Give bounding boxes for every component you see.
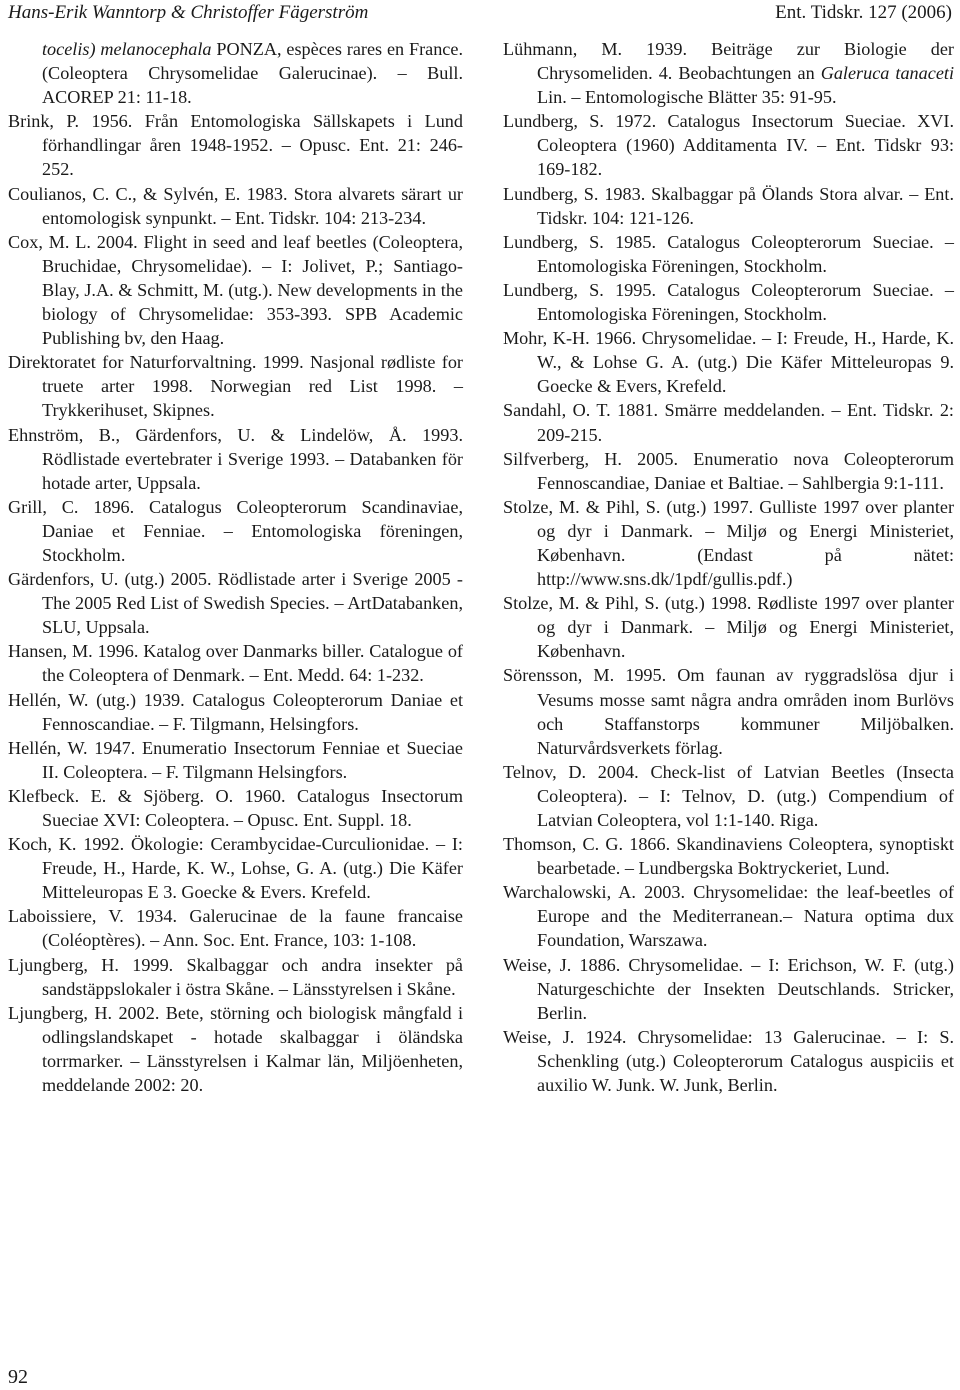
reference-text: Lundberg, S. 1995. Catalogus Coleopterorum Sueciae. – Entomologiska Föreningen, Stockholm. bbox=[503, 279, 954, 325]
reference-entry bbox=[503, 278, 954, 326]
reference-text: Direktoratet for Naturforvaltning. 1999. Nasjonal rødliste for truete arter 1998. Norwegian red List 1998. – Trykkerihuset, Skipnes. bbox=[8, 352, 463, 421]
reference-text: Cox, M. L. 2004. Flight in seed and leaf beetles (Coleoptera, Bruchidae, Chrysomelidae). – I: Jolivet, P.; Santiago-Blay, J.A. & Schmitt, M. (utg.). New developments in the biology of Chrysomelidae: 353-393. SPB Academic Publishing bv, den Haag. bbox=[8, 231, 463, 349]
reference-text: Grill, C. 1896. Catalogus Coleopterorum Scandinaviae, Daniae et Fenniae. – Entomologiska föreningen, Stockholm. bbox=[8, 496, 463, 565]
reference-italic-text: Galeruca tanaceti bbox=[820, 63, 954, 84]
reference-entry bbox=[8, 1001, 463, 1097]
reference-entry bbox=[503, 663, 954, 759]
reference-text: Mohr, K-H. 1966. Chrysomelidae. – I: Freude, H., Harde, K. W., & Lohse G. A. (utg.) Die Käfer Mitteleuropas 9. Goecke & Evers, Krefeld. bbox=[503, 328, 954, 397]
reference-entry bbox=[503, 953, 954, 1025]
reference-text: Warchalowski, A. 2003. Chrysomelidae: the leaf-beetles of Europe and the Mediterranean.– Natura optima dux Foundation, Warszawa. bbox=[503, 882, 954, 951]
reference-text: Silfverberg, H. 2005. Enumeratio nova Coleopterorum Fennoscandiae, Daniae et Baltiae. – Sahlbergia 9:1-111. bbox=[503, 448, 954, 493]
reference-entry bbox=[503, 495, 954, 591]
reference-text: Hansen, M. 1996. Katalog over Danmarks biller. Catalogue of the Coleoptera of Denmark. – Ent. Medd. 64: 1-232. bbox=[8, 641, 463, 686]
reference-text: Ljungberg, H. 1999. Skalbaggar och andra insekter på sandstäppslokaler i östra Skåne. – Länsstyrelsen i Skåne. bbox=[8, 954, 463, 999]
reference-text: Brink, P. 1956. Från Entomologiska Sällskapets i Lund förhandlingar åren 1948-1952. – Opusc. Ent. 21: 246-252. bbox=[8, 111, 463, 180]
reference-entry bbox=[503, 760, 954, 832]
reference-entry bbox=[503, 37, 954, 109]
reference-entry bbox=[8, 109, 463, 181]
reference-entry bbox=[8, 784, 463, 832]
reference-text: Hellén, W. 1947. Enumeratio Insectorum Fenniae et Sueciae II. Coleoptera. – F. Tilgmann Helsingfors. bbox=[8, 737, 463, 782]
reference-entry bbox=[8, 904, 463, 952]
reference-text: Sörensson, M. 1995. Om faunan av ryggradslösa djur i Vesums mosse samt några andra områden inom Burlövs och Staffanstorps kommuner Miljöbalken. Naturvårdsverkets förlag. bbox=[503, 665, 954, 758]
reference-entry bbox=[503, 230, 954, 278]
reference-entry bbox=[8, 37, 463, 109]
reference-text: Lundberg, S. 1985. Catalogus Coleopterorum Sueciae. – Entomologiska Föreningen, Stockholm. bbox=[503, 231, 954, 276]
reference-entry bbox=[503, 398, 954, 446]
page-number: 92 bbox=[8, 1366, 28, 1388]
running-header bbox=[8, 0, 952, 28]
reference-text: Thomson, C. G. 1866. Skandinaviens Coleoptera, synoptiskt bearbetade. – Lundbergska Boktryckeriet, Lund. bbox=[503, 834, 954, 879]
reference-entry bbox=[503, 326, 954, 398]
reference-text: Lundberg, S. 1972. Catalogus Insectorum Sueciae. XVI. Coleoptera (1960) Additamenta IV. – Ent. Tidskr 93: 169-182. bbox=[503, 111, 954, 180]
references-left-column bbox=[8, 37, 463, 1097]
reference-entry bbox=[503, 109, 954, 181]
reference-text: Lundberg, S. 1983. Skalbaggar på Ölands Stora alvar. – Ent. Tidskr. 104: 121-126. bbox=[503, 183, 954, 228]
reference-entry bbox=[503, 1025, 954, 1097]
reference-entry bbox=[8, 230, 463, 350]
reference-text: Klefbeck. E. & Sjöberg. O. 1960. Catalogus Insectorum Sueciae XVI: Coleoptera. – Opusc. Ent. Suppl. 18. bbox=[8, 785, 463, 830]
reference-entry bbox=[8, 688, 463, 736]
reference-text: Ehnström, B., Gärdenfors, U. & Lindelöw, Å. 1993. Rödlistade evertebrater i Sverige 1993. – Databanken för hotade arter, Uppsala. bbox=[8, 424, 463, 493]
reference-entry bbox=[8, 832, 463, 904]
reference-text: Weise, J. 1886. Chrysomelidae. – I: Erichson, W. F. (utg.) Naturgeschichte der Insekten Deutschlands. Stricker, Berlin. bbox=[503, 954, 954, 1023]
reference-text: Stolze, M. & Pihl, S. (utg.) 1998. Rødliste 1997 over planter og dyr i Danmark. – Miljø og Energi Ministeriet, København. bbox=[503, 593, 954, 662]
references-right-column bbox=[503, 37, 954, 1097]
reference-text: PONZA, espèces rares en France. (Coleoptera Chrysomelidae Galerucinae). – Bull. ACOREP 21: 11-18. bbox=[42, 39, 463, 108]
reference-entry bbox=[503, 832, 954, 880]
reference-text: Hellén, W. (utg.) 1939. Catalogus Coleopterorum Daniae et Fennoscandiae. – F. Tilgmann, Helsingfors. bbox=[8, 689, 463, 734]
reference-text: Telnov, D. 2004. Check-list of Latvian Beetles (Insecta Coleoptera). – I: Telnov, D. (utg.) Compendium of Latvian Coleoptera, vol 1:1-140. Riga. bbox=[503, 761, 954, 830]
reference-entry bbox=[8, 639, 463, 687]
reference-text: Stolze, M. & Pihl, S. (utg.) 1997. Gulliste 1997 over planter og dyr i Danmark. – Miljø og Energi Ministeriet, København. (Endast på nätet: http://www.sns.dk/1pdf/gullis.pdf.) bbox=[503, 496, 954, 590]
reference-text: Sandahl, O. T. 1881. Smärre meddelanden. – Ent. Tidskr. 2: 209-215. bbox=[503, 400, 954, 445]
reference-text: Coulianos, C. C., & Sylvén, E. 1983. Stora alvarets särart ur entomologisk synpunkt. – Ent. Tidskr. 104: 213-234. bbox=[8, 183, 463, 228]
reference-entry bbox=[503, 591, 954, 663]
reference-entry bbox=[8, 182, 463, 230]
reference-entry bbox=[8, 350, 463, 422]
reference-entry bbox=[8, 495, 463, 567]
reference-text: Weise, J. 1924. Chrysomelidae: 13 Galerucinae. – I: S. Schenkling (utg.) Coleopterorum Catalogus auspiciis et auxilio W. Junk. W. Junk, Berlin. bbox=[503, 1026, 954, 1096]
reference-text: Gärdenfors, U. (utg.) 2005. Rödlistade arter i Sverige 2005 - The 2005 Red List of Swedish Species. – ArtDatabanken, SLU, Uppsala. bbox=[8, 569, 463, 638]
reference-entry bbox=[8, 953, 463, 1001]
header-authors: Hans-Erik Wanntorp & Christoffer Fägerström bbox=[8, 2, 369, 23]
reference-text: Lin. – Entomologische Blätter 35: 91-95. bbox=[537, 87, 837, 108]
reference-text: Ljungberg, H. 2002. Bete, störning och biologisk mångfald i odlingslandskapet - hotade skalbaggar i öländska torrmarker. – Länsstyrelsen i Kalmar län, Miljöenheten, meddelande 2002: 20. bbox=[8, 1002, 463, 1096]
reference-entry bbox=[503, 182, 954, 230]
reference-entry bbox=[8, 567, 463, 639]
reference-text: Lühmann, M. 1939. Beiträge zur Biologie der Chrysomeliden. 4. Beobachtungen an bbox=[503, 39, 954, 84]
header-journal: Ent. Tidskr. 127 (2006) bbox=[775, 2, 952, 23]
reference-entry bbox=[8, 423, 463, 495]
reference-text: Koch, K. 1992. Ökologie: Cerambycidae-Curculionidae. – I: Freude, H., Harde, K. W., Lohse, G. A. (utg.) Die Käfer Mitteleuropas E 3. Goecke & Evers. Krefeld. bbox=[8, 834, 463, 903]
reference-italic-text: tocelis) melanocephala bbox=[42, 39, 212, 59]
reference-entry bbox=[503, 880, 954, 952]
reference-entry bbox=[8, 736, 463, 784]
reference-text: Laboissiere, V. 1934. Galerucinae de la faune francaise (Coléoptères). – Ann. Soc. Ent. France, 103: 1-108. bbox=[8, 906, 463, 951]
reference-entry bbox=[503, 447, 954, 495]
